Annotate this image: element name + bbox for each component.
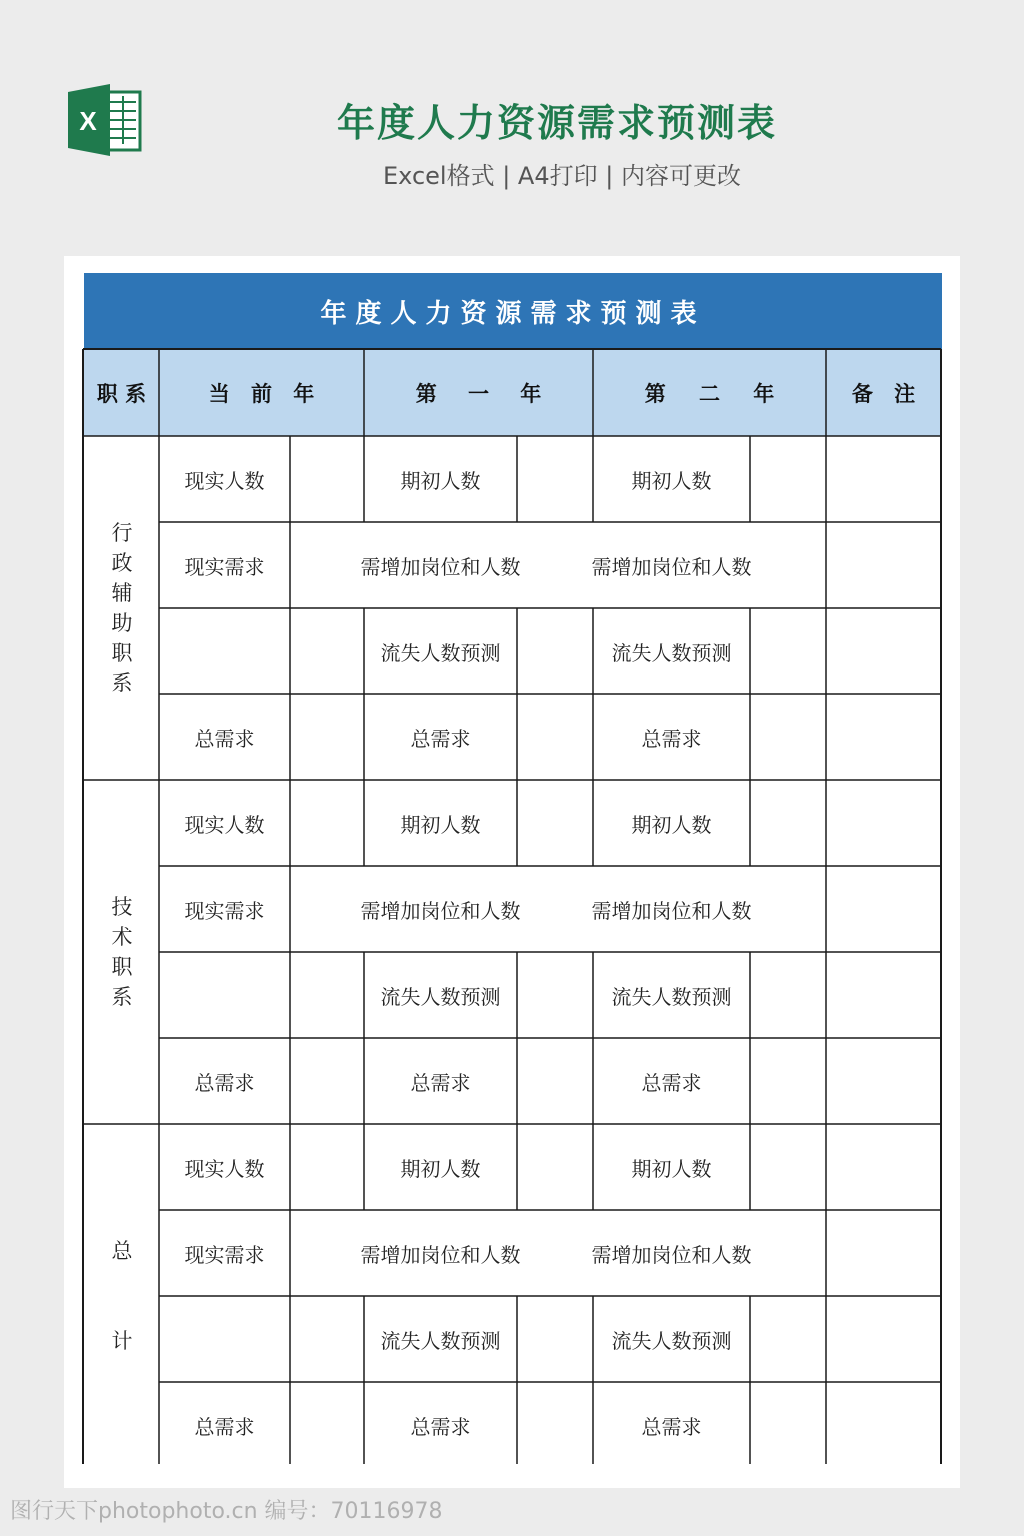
cell-second-opening: 期初人数 <box>631 468 712 493</box>
cell-first-increase: 需增加岗位和人数 <box>360 898 521 923</box>
cell-second-total: 总需求 <box>641 1070 702 1095</box>
cell-current-actual: 现实人数 <box>184 468 265 493</box>
logo-letter: X <box>79 106 97 136</box>
cell-second-total: 总需求 <box>641 726 702 751</box>
cell-current-actual: 现实人数 <box>184 1156 265 1181</box>
cell-second-opening: 期初人数 <box>631 812 712 837</box>
cell-current-demand: 现实需求 <box>184 898 265 923</box>
col-header-first-year: 第 一 年 <box>415 381 542 406</box>
cell-first-attrition: 流失人数预测 <box>380 984 501 1009</box>
group-label-total: 总 计 <box>111 1239 133 1353</box>
cell-first-attrition: 流失人数预测 <box>380 640 501 665</box>
col-header-second-year: 第 二 年 <box>644 381 775 406</box>
cell-current-total: 总需求 <box>194 1414 255 1439</box>
cell-second-attrition: 流失人数预测 <box>611 984 732 1009</box>
cell-first-total: 总需求 <box>410 726 471 751</box>
cell-first-total: 总需求 <box>410 1070 471 1095</box>
cell-current-demand: 现实需求 <box>184 554 265 579</box>
cell-second-attrition: 流失人数预测 <box>611 640 732 665</box>
cell-second-increase: 需增加岗位和人数 <box>591 898 752 923</box>
col-header-zhixi: 职 系 <box>96 381 147 406</box>
col-header-remarks: 备 注 <box>851 381 916 406</box>
cell-second-total: 总需求 <box>641 1414 702 1439</box>
cell-second-increase: 需增加岗位和人数 <box>591 1242 752 1267</box>
cell-first-opening: 期初人数 <box>400 468 481 493</box>
cell-current-actual: 现实人数 <box>184 812 265 837</box>
cell-first-opening: 期初人数 <box>400 1156 481 1181</box>
cell-first-total: 总需求 <box>410 1414 471 1439</box>
page-title: 年度人力资源需求预测表 <box>336 101 777 145</box>
cell-current-total: 总需求 <box>194 726 255 751</box>
cell-first-increase: 需增加岗位和人数 <box>360 1242 521 1267</box>
cell-second-opening: 期初人数 <box>631 1156 712 1181</box>
cell-current-demand: 现实需求 <box>184 1242 265 1267</box>
page-subtitle: Excel格式 | A4打印 | 内容可更改 <box>383 162 741 190</box>
group-label-tech: 技 术 职 系 <box>111 895 133 1009</box>
cell-first-attrition: 流失人数预测 <box>380 1328 501 1353</box>
table-title-banner: 年度人力资源需求预测表 <box>84 273 942 349</box>
group-label-admin: 行 政 辅 助 职 系 <box>111 521 133 695</box>
cell-second-attrition: 流失人数预测 <box>611 1328 732 1353</box>
cell-first-opening: 期初人数 <box>400 812 481 837</box>
col-header-current-year: 当 前 年 <box>208 381 315 406</box>
cell-second-increase: 需增加岗位和人数 <box>591 554 752 579</box>
watermark: 图行天下photophoto.cn 编号：70116978 <box>10 1499 443 1524</box>
cell-first-increase: 需增加岗位和人数 <box>360 554 521 579</box>
cell-current-total: 总需求 <box>194 1070 255 1095</box>
